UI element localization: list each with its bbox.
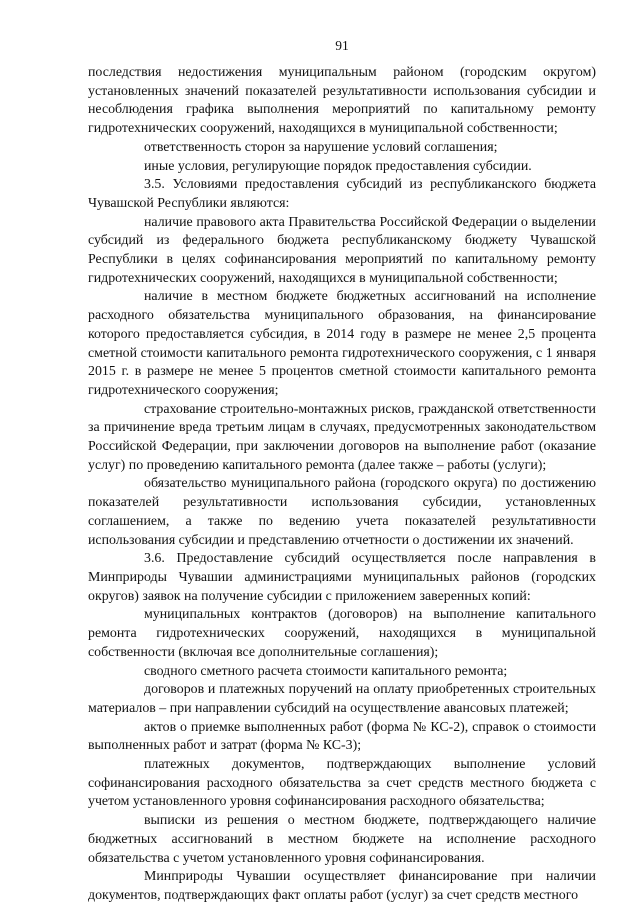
paragraph-payment-orders: договоров и платежных поручений на оплату приобретенных строительных материалов – при направлении субсидий на осуществление авансовых платежей;: [88, 682, 596, 716]
paragraph-obligation: обязательство муниципального района (городского округа) по достижению показателей результативности использования субсидии, установленных соглашением, а также по ведению учета показателей результативности использования субсидии и представлению отчетности о достижении их значений.: [88, 476, 596, 548]
page-number: 91: [335, 38, 349, 53]
paragraph-financing: Минприроды Чувашии осуществляет финансирование при наличии документов, подтверждающих факт оплаты работ (услуг) за счет средств местного: [88, 869, 596, 903]
paragraph-acceptance-acts: актов о приемке выполненных работ (форма № КС-2), справок о стоимости выполненных работ и затрат (форма № КС-3);: [88, 719, 596, 754]
paragraph-insurance: страхование строительно-монтажных рисков, гражданской ответственности за причинение вреда третьим лицам в случаях, предусмотренных законодательством Российской Федерации, при заключении договоров на выполнение работ (оказание услуг) по проведению капитального ремонта (далее также – работы (услуги);: [88, 401, 596, 473]
paragraph-responsibility: ответственность сторон за нарушение условий соглашения;: [144, 139, 498, 155]
document-body: [88, 64, 596, 906]
paragraph-consequences: последствия недостижения муниципальным районом (городским округом) установленных значений показателей результативности использования субсидии и несоблюдения графика выполнения мероприятий по капитальному ремонту гидротехнических сооружений, находящихся в муниципальной собственности;: [88, 65, 596, 137]
paragraph-estimate: сводного сметного расчета стоимости капитального ремонта;: [144, 663, 508, 679]
paragraph-contracts: муниципальных контрактов (договоров) на выполнение капитального ремонта гидротехнических сооружений, находящихся в муниципальной собственности (включая все дополнительные соглашения);: [88, 607, 596, 660]
paragraph-other-conditions: иные условия, регулирующие порядок предоставления субсидии.: [144, 158, 532, 174]
paragraph-budget-allocations: наличие в местном бюджете бюджетных ассигнований на исполнение расходного обязательства муниципального образования, на финансирование которого предоставляется субсидия, в 2014 году в размере не менее 2,5 процента сметной стоимости капитального ремонта гидротехнического сооружения, с 1 января 2015 г. в размере не менее 5 процентов сметной стоимости капитального ремонта гидротехнического сооружения;: [88, 289, 596, 398]
paragraph-section-3-5: 3.5. Условиями предоставления субсидий из республиканского бюджета Чувашской Республики являются:: [88, 177, 596, 211]
paragraph-payment-documents: платежных документов, подтверждающих выполнение условий софинансирования расходного обязательства за счет средств местного бюджета с учетом установленного уровня софинансирования расходного обязательства;: [88, 757, 596, 810]
paragraph-legal-act: наличие правового акта Правительства Российской Федерации о выделении субсидий из федерального бюджета республиканскому бюджету Чувашской Республики в целях софинансирования мероприятий по капитальному ремонту гидротехнических сооружений, находящихся в муниципальной собственности;: [88, 214, 596, 286]
paragraph-section-3-6: 3.6. Предоставление субсидий осуществляется после направления в Минприроды Чувашии администрациями муниципальных районов (городских округов) заявок на получение субсидии с приложением заверенных копий:: [88, 551, 596, 604]
paragraph-budget-extract: выписки из решения о местном бюджете, подтверждающего наличие бюджетных ассигнований в местном бюджете на исполнение расходного обязательства с учетом установленного уровня софинансирования.: [88, 813, 596, 866]
